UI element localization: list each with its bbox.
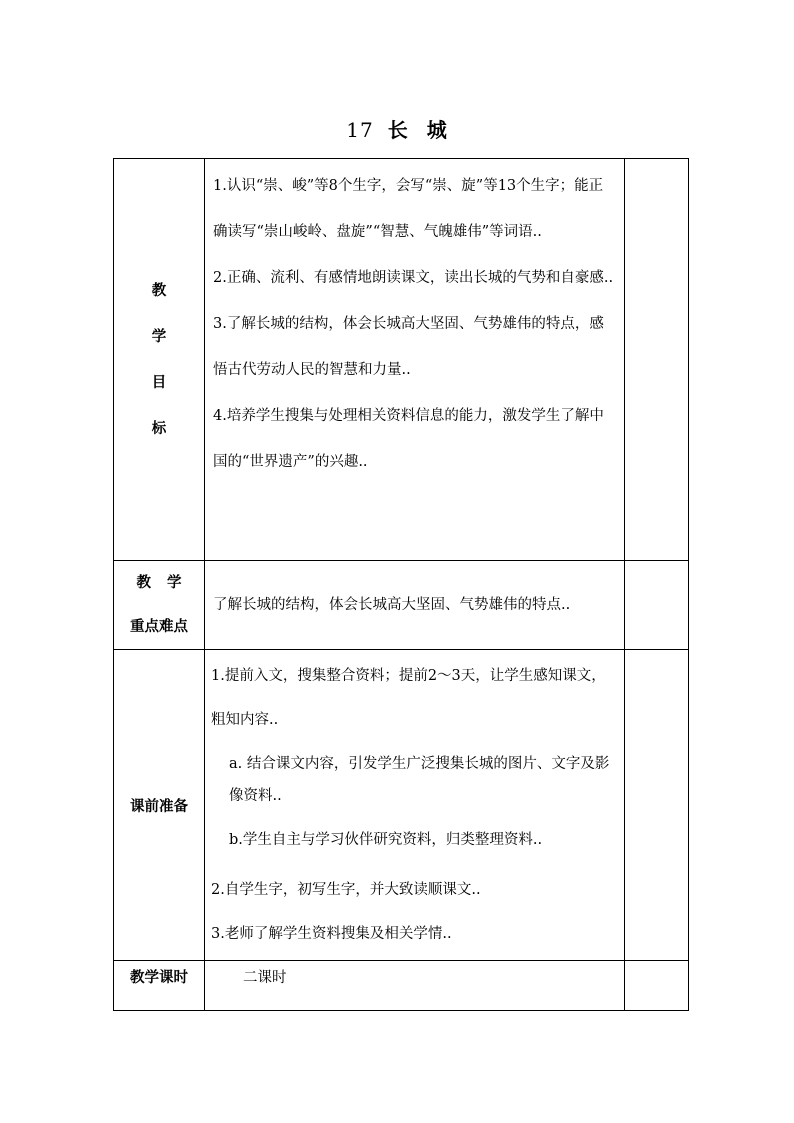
preparation-item-3: 3.老师了解学生资料搜集及相关学情.. bbox=[211, 926, 452, 942]
preparation-notes-cell bbox=[625, 650, 689, 961]
key-points-content-cell: 了解长城的结构，体会长城高大坚固、气势雄伟的特点.. bbox=[205, 561, 625, 650]
key-points-notes-cell bbox=[625, 561, 689, 650]
hours-value-cell: 二课时 bbox=[205, 961, 625, 1011]
key-points-row bbox=[114, 561, 689, 650]
lesson-plan-table bbox=[113, 158, 689, 1011]
lesson-number: 17 bbox=[346, 118, 374, 142]
preparation-item-2: 2.自学生字，初写生字，并大致读顺课文.. bbox=[211, 882, 481, 898]
key-points-label-cell bbox=[114, 561, 205, 650]
lesson-title: 长 城 bbox=[387, 118, 448, 142]
page-title bbox=[0, 114, 794, 143]
objectives-row bbox=[114, 159, 689, 561]
objective-item-4: 4.培养学生搜集与处理相关资料信息的能力，激发学生了解中国的“世界遗产”的兴趣.. bbox=[213, 408, 604, 470]
preparation-row bbox=[114, 650, 689, 961]
preparation-item-1: 1.提前入文，搜集整合资料；提前2～3天，让学生感知课文，粗知内容.. bbox=[211, 668, 606, 728]
objective-item-3: 3.了解长城的结构，体会长城高大坚固、气势雄伟的特点，感悟古代劳动人民的智慧和力量.. bbox=[213, 316, 604, 378]
objectives-content-cell bbox=[205, 159, 625, 561]
preparation-item-1a: a. 结合课文内容，引发学生广泛搜集长城的图片、文字及影像资料.. bbox=[229, 756, 610, 804]
key-points-label-line2: 重点难点 bbox=[130, 619, 188, 635]
preparation-item-1b: b.学生自主与学习伙伴研究资料，归类整理资料.. bbox=[229, 832, 543, 848]
hours-notes-cell bbox=[625, 961, 689, 1011]
objectives-notes-cell bbox=[625, 159, 689, 561]
key-points-label-line1: 教学 bbox=[136, 575, 198, 591]
objectives-label-line1: 教学 bbox=[151, 282, 189, 345]
objectives-label-cell bbox=[114, 159, 205, 561]
preparation-content-cell bbox=[205, 650, 625, 961]
objectives-label-line2: 目标 bbox=[151, 374, 189, 437]
objective-item-1: 1.认识“崇、峻”等8个生字，会写“崇、旋”等13个生字；能正确读写“崇山峻岭、盘旋”“智慧、气魄雄伟”等词语.. bbox=[213, 178, 604, 240]
objective-item-2: 2.正确、流利、有感情地朗读课文，读出长城的气势和自豪感.. bbox=[213, 270, 614, 286]
hours-label-cell: 教学课时 bbox=[114, 961, 205, 1011]
hours-row bbox=[114, 961, 689, 1011]
preparation-label-cell: 课前准备 bbox=[114, 650, 205, 961]
